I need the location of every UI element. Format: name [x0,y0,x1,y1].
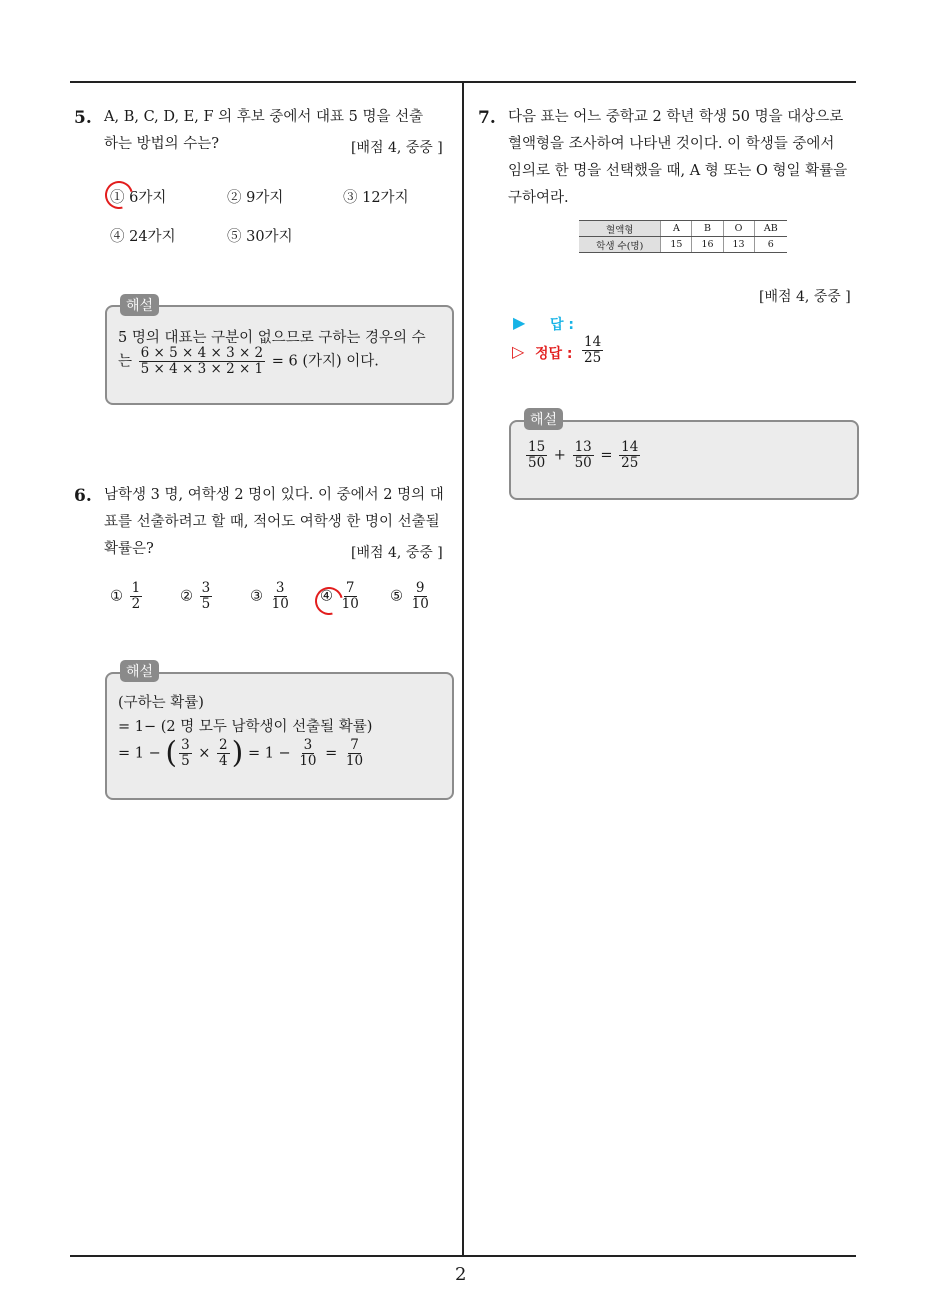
table-row-data: 학생 수(명) 15 16 13 6 [579,237,787,253]
q7-meta: [배점 4, 중중 ] [759,289,851,305]
q6-option-4[interactable]: ④ $\frac{7}{10}$ [320,580,359,612]
q5-number: 5. [74,108,92,128]
q7-text-line4: 구하여라. [508,190,569,206]
q5-exp-line1: 5 명의 대표는 구분이 없으므로 구하는 경우의 수 [118,330,426,346]
q6-option-1[interactable]: ① $\frac{1}{2}$ [110,580,141,612]
q7-explanation-tag: 해설 [524,408,563,430]
q5-option-5[interactable]: ⑤ 30가지 [227,229,293,245]
q6-text-line2: 표를 선출하려고 할 때, 적어도 여학생 한 명이 선출될 [104,514,440,530]
q5-text-line2: 하는 방법의 수는? [104,136,220,152]
table-row-header: 혈액형 A B O AB [579,221,787,237]
q6-exp-line1: (구하는 확률) [118,695,204,711]
q7-exp-line1: $\frac{15}{50}$ + $\frac{13}{50}$ = $\frac{14}{25}$ [528,439,639,471]
q6-number: 6. [74,486,92,506]
q6-option-3[interactable]: ③ $\frac{3}{10}$ [250,580,289,612]
q6-exp-line2: = 1− (2 명 모두 남학생이 선출될 확률) [118,719,373,735]
answer-label: 답 : [550,317,574,333]
q6-text-line1: 남학생 3 명, 여학생 2 명이 있다. 이 중에서 2 명의 대 [104,487,444,503]
q6-explanation-tag: 해설 [120,660,159,682]
q5-meta: [배점 4, 중중 ] [351,140,443,156]
blood-type-table [579,220,787,253]
column-divider [462,81,464,1257]
q7-text-line2: 혈액형을 조사하여 나타낸 것이다. 이 학생들 중에서 [508,136,835,152]
q7-text-line1: 다음 표는 어느 중학교 2 학년 학생 50 명을 대상으로 [508,109,844,125]
q5-option-1[interactable]: ① 6가지 [110,190,167,206]
bottom-rule [70,1255,856,1257]
answer-arrow-icon: ▶ [513,313,526,332]
page-number: 2 [455,1264,467,1285]
q6-option-5[interactable]: ⑤ $\frac{9}{10}$ [390,580,429,612]
correct-arrow-icon: ▷ [512,342,525,361]
q6-text-line3: 확률은? [104,541,154,557]
q5-option-3[interactable]: ③ 12가지 [343,190,409,206]
q5-option-2[interactable]: ② 9가지 [227,190,284,206]
q7-text-line3: 임의로 한 명을 선택했을 때, A 형 또는 O 형일 확률을 [508,163,848,179]
q5-explanation-tag: 해설 [120,294,159,316]
q5-option-4[interactable]: ④ 24가지 [110,229,176,245]
q7-number: 7. [478,108,496,128]
q6-meta: [배점 4, 중중 ] [351,545,443,561]
q5-exp-line2: 는 $\frac{6 \times 5 \times 4 \times 3 \times 2}{5 \times 4 \times 3 \times 2 \times 1}$ = 6 (가지) 이다. [118,345,379,377]
q5-exp-fraction: $\frac{6 \times 5 \times 4 \times 3 \times 2}{5 \times 4 \times 3 \times 2 \times 1}$ [140,345,264,377]
q6-option-2[interactable]: ② $\frac{3}{5}$ [180,580,211,612]
correct-label: 정답 : [535,346,573,362]
q6-exp-line3: = 1 − ( $\frac{3}{5}$ × $\frac{2}{4}$ ) = 1 − $\frac{3}{10}$ = $\frac{7}{10}$ [118,735,364,771]
q5-text-line1: A, B, C, D, E, F 의 후보 중에서 대표 5 명을 선출 [104,109,424,125]
correct-answer-value: $\frac{14}{25}$ [584,334,602,366]
